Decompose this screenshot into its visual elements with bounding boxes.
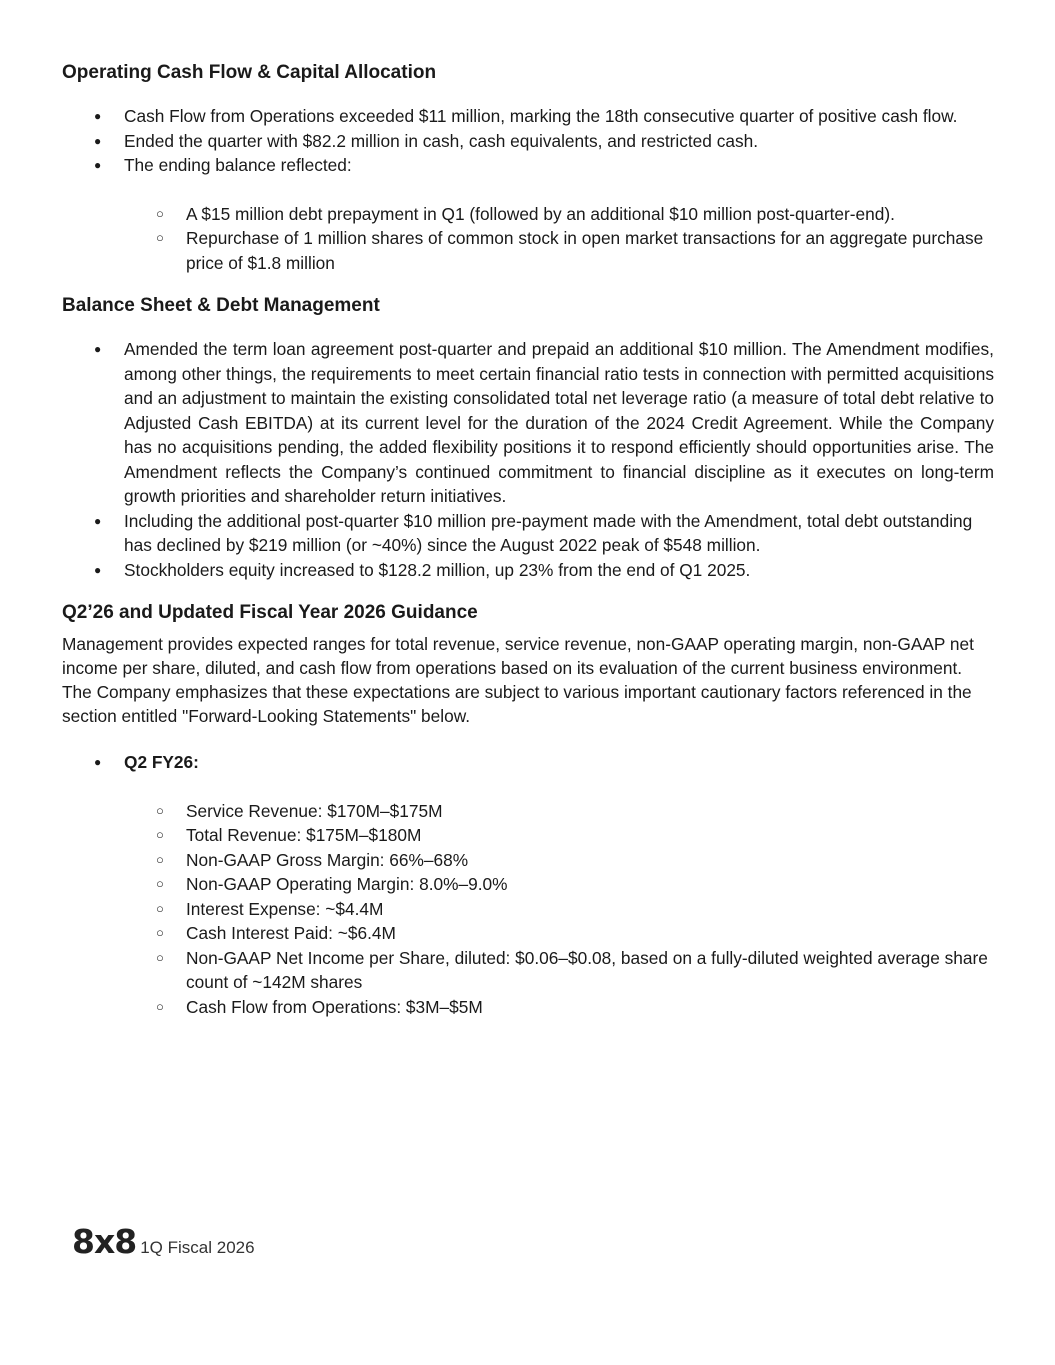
sub-list-item: ○ Service Revenue: $170M–$175M [186, 799, 994, 824]
balance-sheet-bullets [62, 337, 994, 582]
cash-flow-section [62, 58, 994, 275]
balance-sheet-section [62, 291, 994, 582]
list-item: ● Ended the quarter with $82.2 million in cash, cash equivalents, and restricted cash. [124, 129, 994, 154]
cash-flow-sub-bullets [124, 202, 994, 276]
document-page [62, 58, 994, 1035]
q2-fy26-label: Q2 FY26: [124, 752, 199, 772]
list-item [124, 750, 994, 1019]
cash-flow-heading: Operating Cash Flow & Capital Allocation [62, 62, 437, 83]
list-item [124, 153, 994, 275]
cash-flow-bullets [62, 104, 994, 275]
sub-list-item: ○ A $15 million debt prepayment in Q1 (followed by an additional $10 million post-quarter-end). [186, 202, 994, 227]
sub-list-item: ○ Cash Flow from Operations: $3M–$5M [186, 995, 994, 1020]
list-item-text: The ending balance reflected: [124, 155, 352, 175]
page-footer [72, 1222, 255, 1261]
sub-list-item: ○ Non-GAAP Gross Margin: 66%–68% [186, 848, 994, 873]
guidance-intro: Management provides expected ranges for total revenue, service revenue, non-GAAP operating margin, non-GAAP net income per share, diluted, and cash flow from operations based on its evaluation of the current business environment. The Company emphasizes that these expectations are subject to various important cautionary factors referenced in the section entitled "Forward-Looking Statements" below. [62, 634, 974, 726]
sub-list-item: ○ Non-GAAP Net Income per Share, diluted: $0.06–$0.08, based on a fully-diluted weighted average share count of ~142M shares [186, 946, 994, 995]
footer-period: 1Q Fiscal 2026 [140, 1238, 255, 1257]
list-item: ● Stockholders equity increased to $128.2 million, up 23% from the end of Q1 2025. [124, 558, 994, 583]
guidance-section [62, 598, 994, 1019]
guidance-heading: Q2’26 and Updated Fiscal Year 2026 Guidance [62, 602, 478, 623]
sub-list-item: ○ Repurchase of 1 million shares of common stock in open market transactions for an aggregate purchase price of $1.8 million [186, 226, 994, 275]
sub-list-item: ○ Cash Interest Paid: ~$6.4M [186, 921, 994, 946]
q2-guidance-items [124, 799, 994, 1020]
sub-list-item: ○ Interest Expense: ~$4.4M [186, 897, 994, 922]
sub-list-item: ○ Total Revenue: $175M–$180M [186, 823, 994, 848]
list-item: ● Cash Flow from Operations exceeded $11 million, marking the 18th consecutive quarter of positive cash flow. [124, 104, 994, 129]
list-item: ● Amended the term loan agreement post-quarter and prepaid an additional $10 million. The Amendment modifies, among other things, the requirements to meet certain financial ratio tests in connection with permitted acquisitions and an adjustment to maintain the existing consolidated total net leverage ratio (a measure of total debt relative to Adjusted Cash EBITDA) at its current level for the duration of the 2024 Credit Agreement. While the Company has no acquisitions pending, the added flexibility positions it to respond efficiently should opportunities arise. The Amendment reflects the Company’s continued commitment to financial discipline as it executes on long-term growth priorities and shareholder return initiatives. [124, 337, 994, 509]
list-item: ● Including the additional post-quarter $10 million pre-payment made with the Amendment, total debt outstanding has declined by $219 million (or ~40%) since the August 2022 peak of $548 million. [124, 509, 994, 558]
balance-sheet-heading: Balance Sheet & Debt Management [62, 295, 380, 316]
company-logo: 8x8 [72, 1222, 137, 1261]
guidance-bullets [62, 750, 994, 1019]
sub-list-item: ○ Non-GAAP Operating Margin: 8.0%–9.0% [186, 872, 994, 897]
